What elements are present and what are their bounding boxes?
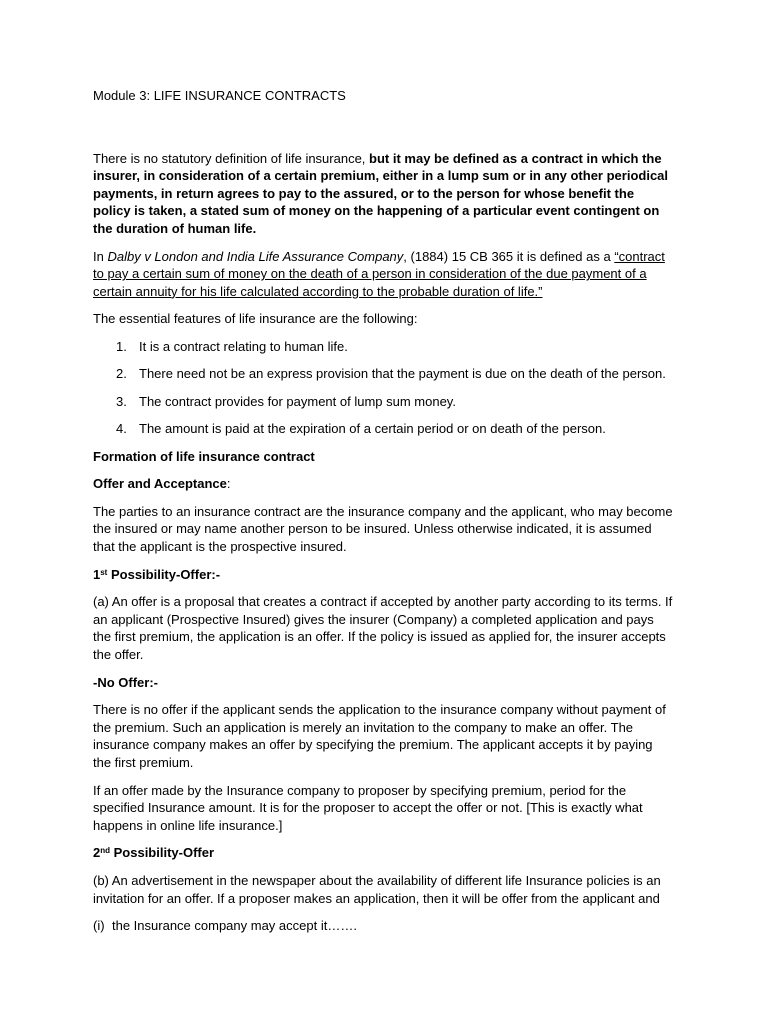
list-item-text: The contract provides for payment of lump sum money.	[139, 393, 456, 409]
possibility-1-label: Possibility-Offer:-	[107, 566, 221, 582]
sub-item-text: the Insurance company may accept it…….	[112, 918, 357, 934]
possibility-2-heading	[93, 844, 673, 862]
list-item-number: 1.	[116, 338, 127, 354]
proposer-paragraph: If an offer made by the Insurance company to proposer by specifying premium, period for the specified Insurance amount. It is for the proposer to accept the offer or not. [This is exactly what happens in online life insurance.]	[93, 782, 643, 833]
page-title: Module 3: LIFE INSURANCE CONTRACTS	[93, 88, 346, 103]
possibility-2-label: Possibility-Offer	[110, 845, 215, 861]
definition-bold-text: but it may be defined as a contract in which the insurer, in consideration of a certain premium, either in a lump sum or in any other periodical payments, in return agrees to pay to the assured, or to the person for whose benefit the policy is taken, a stated sum of money on the happening of a particular event contingent on the duration of human life.	[93, 150, 669, 236]
offer-heading: Offer and Acceptance	[93, 476, 227, 492]
list-item-number: 4.	[116, 421, 127, 437]
case-quote: “contract to pay a certain sum of money on the death of a person in consideration of the due payment of a certain annuity for his life calculated according to the probable duration of life.”	[93, 248, 665, 299]
list-item	[93, 338, 673, 356]
list-item-text: It is a contract relating to human life.	[139, 338, 348, 354]
list-item	[93, 365, 673, 383]
list-item-number: 3.	[116, 393, 127, 409]
case-paragraph	[93, 248, 673, 301]
possibility-2-suffix: nd	[100, 846, 111, 856]
case-prefix: In	[93, 248, 108, 264]
possibility-1-heading	[93, 566, 673, 584]
features-list	[93, 338, 673, 438]
parties-paragraph: The parties to an insurance contract are the insurance company and the applicant, who may become the insured or may name another person to be insured. Unless otherwise indicated, it is assumed that the applicant is the prospective insured.	[93, 503, 673, 555]
sub-item-marker: (i)	[93, 918, 105, 934]
list-item-text: The amount is paid at the expiration of a certain period or on death of the person.	[139, 421, 606, 437]
no-offer-paragraph: There is no offer if the applicant sends the application to the insurance company without payment of the premium. Such an application is merely an invitation to the company to make an offer. The insurance company makes an offer by specifying the premium. The applicant accepts it by paying the first premium.	[93, 702, 666, 771]
list-item-text: There need not be an express provision that the payment is due on the death of the person.	[139, 366, 666, 382]
case-name: Dalby v London and India Life Assurance Company	[107, 248, 404, 264]
definition-plain-text: There is no statutory definition of life insurance,	[93, 150, 370, 166]
case-citation: , (1884) 15 CB 365 it is defined as a	[403, 248, 615, 264]
possibility-1-suffix: st	[100, 567, 108, 577]
definition-paragraph	[93, 150, 673, 238]
possibility-1-ordinal: 1	[93, 566, 101, 582]
possibility-2-ordinal: 2	[93, 845, 101, 861]
list-item-number: 2.	[116, 366, 127, 382]
features-intro: The essential features of life insurance are the following:	[93, 311, 418, 327]
list-item	[93, 420, 673, 438]
no-offer-heading: -No Offer:-	[93, 674, 158, 690]
possibility-1-paragraph: (a) An offer is a proposal that creates a contract if accepted by another party according to its terms. If an applicant (Prospective Insured) gives the insurer (Company) a completed application and pays the first premium, the application is an offer. If the policy is issued as applied for, the insurer accepts the offer.	[93, 594, 673, 663]
possibility-2-paragraph: (b) An advertisement in the newspaper about the availability of different life Insurance policies is an invitation for an offer. If a proposer makes an application, then it will be offer from the applicant and	[93, 872, 661, 906]
offer-heading-line	[93, 475, 673, 493]
offer-heading-colon: :	[226, 476, 231, 492]
list-item	[93, 393, 673, 411]
document-page	[93, 87, 673, 945]
sub-item	[93, 917, 673, 935]
formation-heading: Formation of life insurance contract	[93, 448, 315, 464]
